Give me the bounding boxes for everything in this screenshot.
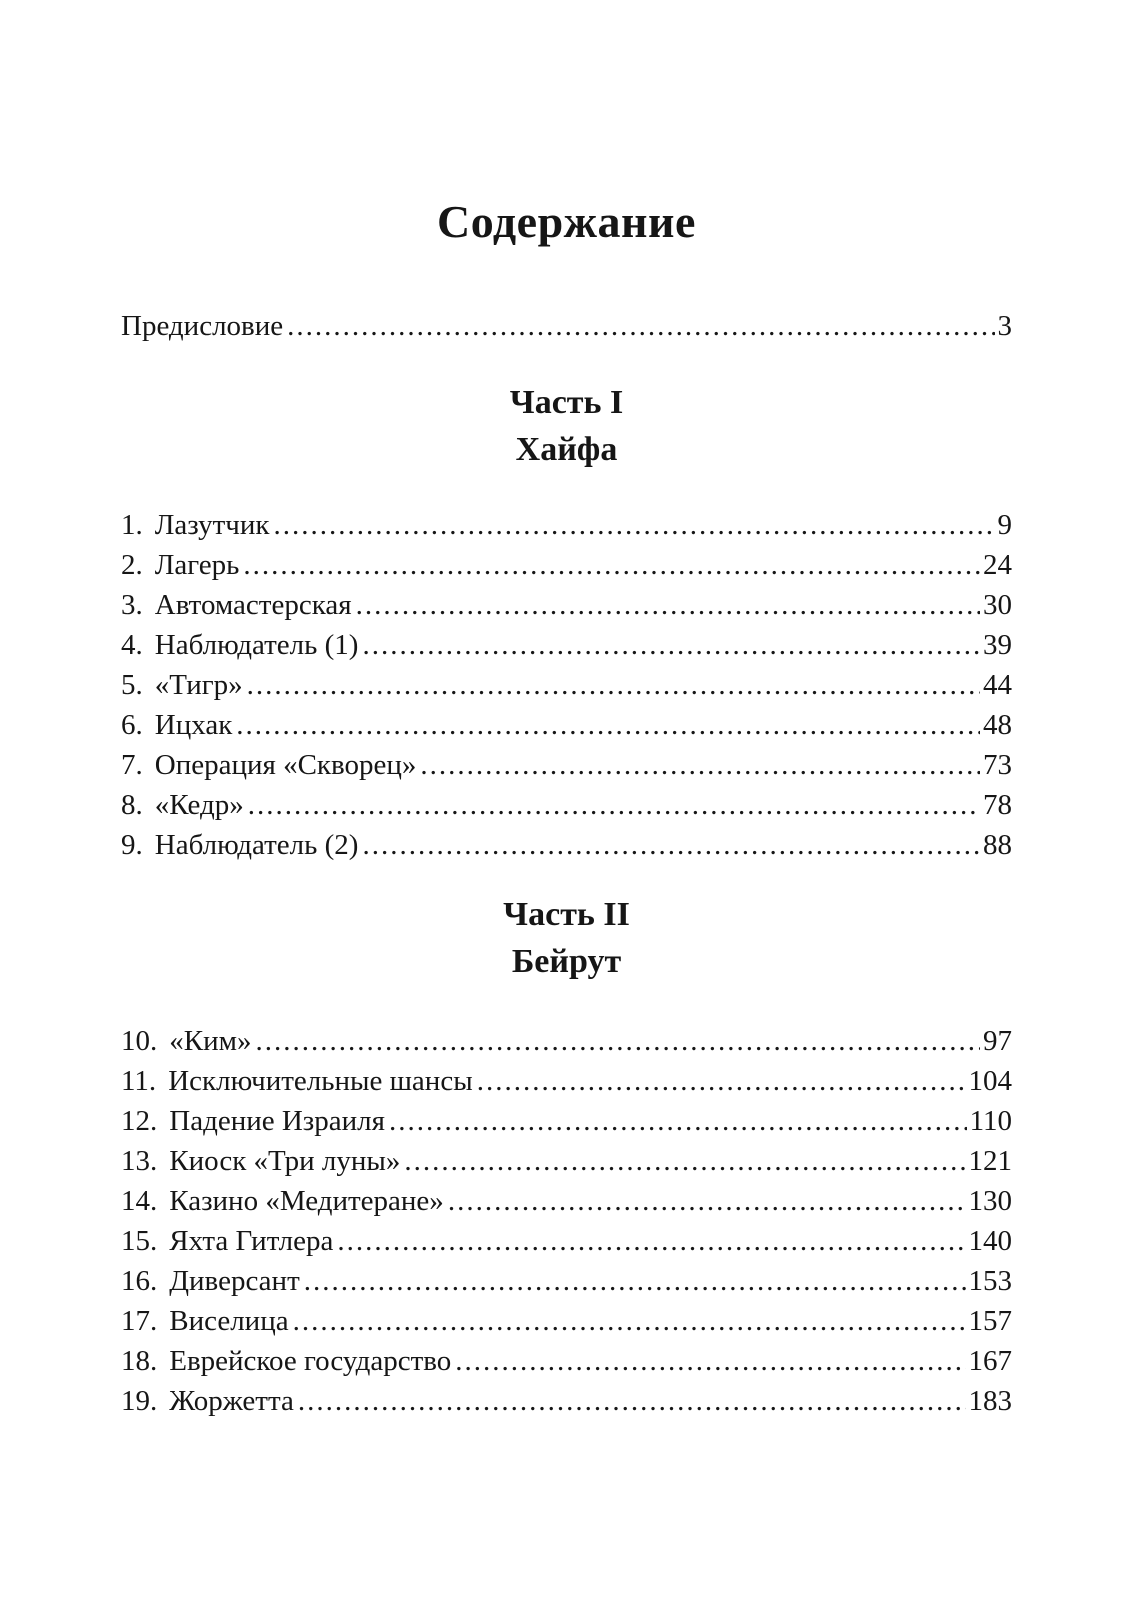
- entry-title: Предисловие: [121, 310, 284, 342]
- entry-number: 6.: [121, 709, 143, 741]
- entry-title: Виселица: [169, 1305, 289, 1337]
- entry-page: 48: [983, 709, 1012, 741]
- entry-page: 9: [997, 509, 1012, 541]
- entry-number: 9.: [121, 829, 143, 861]
- entry-page: 30: [983, 589, 1012, 621]
- entry-page: 3: [997, 310, 1012, 342]
- part-heading: Часть I: [509, 384, 624, 421]
- toc-entry: [121, 1061, 1012, 1101]
- toc-entry: [121, 1181, 1012, 1221]
- entry-title: «Тигр»: [154, 669, 243, 701]
- dot-leader: [389, 1101, 967, 1141]
- toc-entry: [121, 1301, 1012, 1341]
- entry-title: Автомастерская: [154, 589, 352, 621]
- entry-number: 8.: [121, 789, 143, 821]
- entry-title: Лазутчик: [154, 509, 270, 541]
- dot-leader: [337, 1221, 965, 1261]
- entry-page: 110: [969, 1105, 1012, 1137]
- entry-title: Операция «Скворец»: [154, 749, 417, 781]
- part-subheading: Хайфа: [515, 431, 618, 468]
- toc-entry: [121, 1101, 1012, 1141]
- part-subheading: Бейрут: [511, 943, 622, 980]
- entry-page: 97: [983, 1025, 1012, 1057]
- dot-leader: [420, 745, 980, 785]
- entry-page: 78: [983, 789, 1012, 821]
- part-1-entries: [121, 505, 1012, 865]
- dot-leader: [448, 1181, 966, 1221]
- entry-title: Яхта Гитлера: [169, 1225, 334, 1257]
- entry-title: Жоржетта: [169, 1385, 294, 1417]
- entry-title: Диверсант: [169, 1265, 300, 1297]
- entry-title: Еврейское государство: [169, 1345, 452, 1377]
- entry-number: 3.: [121, 589, 143, 621]
- entry-title: Наблюдатель (1): [154, 629, 359, 661]
- entry-number: 4.: [121, 629, 143, 661]
- toc-entry-preface: [121, 306, 1012, 346]
- entry-number: 11.: [121, 1065, 157, 1097]
- part-heading: Часть II: [503, 896, 630, 933]
- dot-leader: [293, 1301, 966, 1341]
- entry-page: 183: [968, 1385, 1012, 1417]
- entry-number: 19.: [121, 1385, 158, 1417]
- toc-entry: [121, 585, 1012, 625]
- entry-number: 5.: [121, 669, 143, 701]
- entry-page: 44: [983, 669, 1012, 701]
- entry-page: 157: [968, 1305, 1012, 1337]
- entry-page: 73: [983, 749, 1012, 781]
- dot-leader: [356, 585, 980, 625]
- entry-number: 10.: [121, 1025, 158, 1057]
- entry-page: 121: [968, 1145, 1012, 1177]
- dot-leader: [247, 665, 980, 705]
- entry-title: Исключительные шансы: [168, 1065, 473, 1097]
- toc-entry: [121, 625, 1012, 665]
- entry-page: 24: [983, 549, 1012, 581]
- entry-page: 130: [968, 1185, 1012, 1217]
- entry-page: 39: [983, 629, 1012, 661]
- toc-entry: [121, 705, 1012, 745]
- entry-title: Лагерь: [154, 549, 240, 581]
- toc-entry: [121, 665, 1012, 705]
- toc-entry: [121, 505, 1012, 545]
- dot-leader: [362, 625, 980, 665]
- toc-entry: [121, 1221, 1012, 1261]
- entry-number: 1.: [121, 509, 143, 541]
- dot-leader: [248, 785, 980, 825]
- dot-leader: [255, 1021, 980, 1061]
- entry-number: 16.: [121, 1265, 158, 1297]
- entry-title: «Кедр»: [154, 789, 244, 821]
- dot-leader: [304, 1261, 966, 1301]
- toc-entry: [121, 1381, 1012, 1421]
- toc-entry: [121, 785, 1012, 825]
- entry-number: 18.: [121, 1345, 158, 1377]
- dot-leader: [236, 705, 980, 745]
- toc-entry: [121, 1341, 1012, 1381]
- part-2-entries: [121, 1021, 1012, 1421]
- entry-title: «Ким»: [169, 1025, 252, 1057]
- entry-number: 12.: [121, 1105, 158, 1137]
- toc-entry: [121, 1021, 1012, 1061]
- dot-leader: [274, 505, 995, 545]
- entry-number: 14.: [121, 1185, 158, 1217]
- entry-page: 153: [968, 1265, 1012, 1297]
- toc-entry: [121, 1261, 1012, 1301]
- entry-title: Киоск «Три луны»: [169, 1145, 401, 1177]
- page-title: Содержание: [437, 196, 696, 247]
- entry-number: 17.: [121, 1305, 158, 1337]
- entry-title: Наблюдатель (2): [154, 829, 359, 861]
- dot-leader: [404, 1141, 965, 1181]
- dot-leader: [287, 306, 994, 346]
- toc-entry: [121, 1141, 1012, 1181]
- entry-number: 7.: [121, 749, 143, 781]
- entry-title: Ицхак: [154, 709, 233, 741]
- dot-leader: [298, 1381, 966, 1421]
- entry-page: 167: [968, 1345, 1012, 1377]
- entry-number: 13.: [121, 1145, 158, 1177]
- dot-leader: [362, 825, 980, 865]
- toc-entry: [121, 545, 1012, 585]
- part-1-heading-block: [121, 379, 1012, 473]
- entry-page: 88: [983, 829, 1012, 861]
- dot-leader: [477, 1061, 966, 1101]
- toc-entry: [121, 745, 1012, 785]
- dot-leader: [455, 1341, 965, 1381]
- toc-entry: [121, 825, 1012, 865]
- dot-leader: [243, 545, 980, 585]
- entry-number: 2.: [121, 549, 143, 581]
- entry-page: 104: [968, 1065, 1012, 1097]
- part-2-heading-block: [121, 891, 1012, 985]
- entry-title: Казино «Медитеране»: [169, 1185, 444, 1217]
- entry-title: Падение Израиля: [169, 1105, 385, 1137]
- entry-page: 140: [968, 1225, 1012, 1257]
- entry-number: 15.: [121, 1225, 158, 1257]
